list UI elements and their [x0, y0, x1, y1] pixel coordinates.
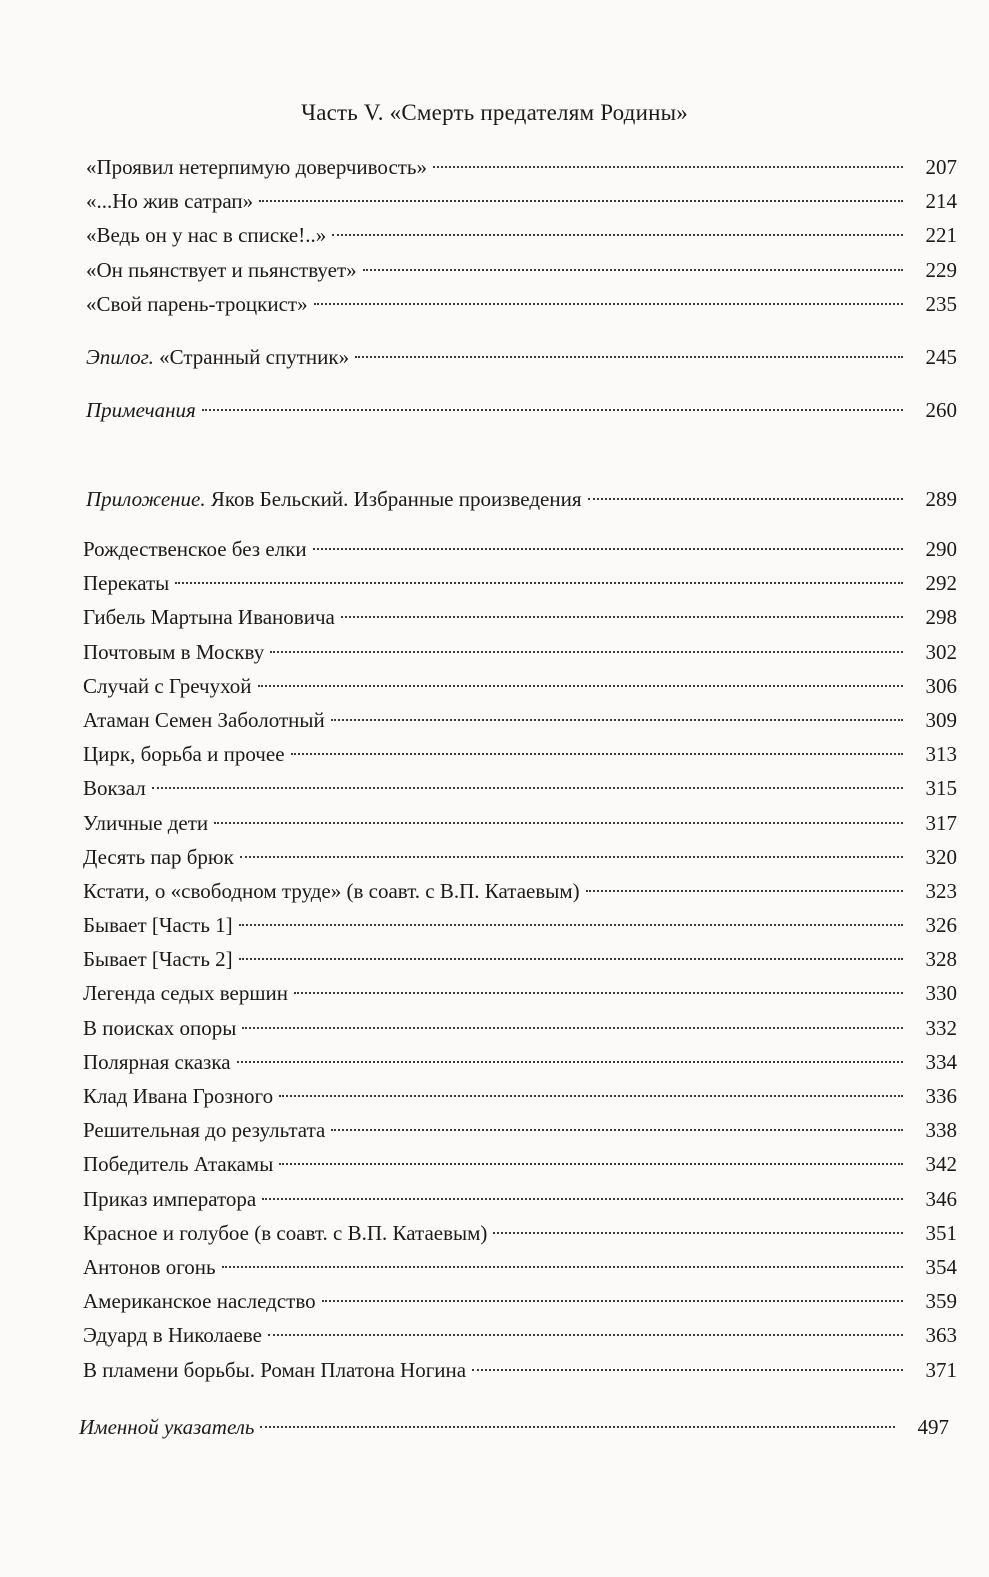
toc-entry[interactable]	[86, 184, 957, 218]
toc-entry[interactable]	[83, 1353, 957, 1387]
entry-page: 306	[925, 673, 957, 698]
entry-title: Решительная до результата	[83, 1118, 326, 1143]
leader-dots	[175, 581, 903, 584]
entry-page: 302	[925, 639, 957, 664]
entry-title: Красное и голубое (в соавт. с В.П. Катаевым)	[83, 1220, 488, 1245]
entry-title: «Ведь он у нас в списке!..»	[86, 223, 327, 248]
entry-title: Десять пар брюк	[83, 844, 234, 869]
leader-dots	[363, 268, 903, 271]
entry-page: 309	[925, 707, 957, 732]
toc-entry[interactable]	[83, 737, 957, 771]
toc-entry[interactable]	[83, 1284, 957, 1318]
toc-entry[interactable]	[86, 150, 957, 184]
leader-dots	[202, 408, 903, 411]
toc-entry[interactable]	[83, 1011, 957, 1045]
leader-dots	[214, 821, 903, 824]
epilogue-label: Эпилог.	[86, 345, 154, 369]
entry-title: «Свой парень-троцкист»	[86, 291, 308, 316]
toc-entry[interactable]	[83, 669, 957, 703]
toc-entry[interactable]	[83, 600, 957, 634]
entry-page: 214	[925, 189, 957, 214]
leader-dots	[268, 1333, 903, 1336]
toc-entry-epilogue[interactable]	[86, 340, 957, 374]
entry-page: 229	[925, 257, 957, 282]
leader-dots	[322, 1299, 903, 1302]
entry-title: Цирк, борьба и прочее	[83, 742, 285, 767]
leader-dots	[262, 1197, 903, 1200]
entry-title	[86, 482, 582, 516]
entry-page: 313	[925, 742, 957, 767]
entry-page: 354	[925, 1254, 957, 1279]
toc-entry[interactable]	[86, 287, 957, 321]
entry-title: Случай с Гречухой	[83, 673, 252, 698]
leader-dots	[237, 1060, 903, 1063]
leader-dots	[586, 889, 903, 892]
leader-dots	[493, 1231, 903, 1234]
leader-dots	[331, 1128, 903, 1131]
entry-page: 328	[925, 947, 957, 972]
entry-title: В поисках опоры	[83, 1015, 237, 1040]
leader-dots	[239, 957, 903, 960]
entry-page: 334	[925, 1049, 957, 1074]
leader-dots	[239, 923, 903, 926]
leader-dots	[355, 355, 903, 358]
entry-page: 363	[925, 1323, 957, 1348]
notes-label: Примечания	[86, 398, 196, 422]
entry-title: Почтовым в Москву	[83, 639, 265, 664]
entry-title: Бывает [Часть 2]	[83, 947, 233, 972]
toc-entry[interactable]	[86, 218, 957, 252]
toc-entry[interactable]	[83, 908, 957, 942]
leader-dots	[279, 1162, 903, 1165]
entry-page: 315	[925, 776, 957, 801]
leader-dots	[291, 752, 903, 755]
entry-title: «...Но жив сатрап»	[86, 189, 254, 214]
leader-dots	[258, 684, 903, 687]
entry-page: 497	[917, 1415, 949, 1439]
toc-entry[interactable]	[83, 1147, 957, 1181]
entry-title: «Проявил нетерпимую доверчивость»	[86, 155, 428, 179]
entry-page: 359	[925, 1289, 957, 1314]
toc-entry[interactable]	[86, 253, 957, 287]
notes-block	[86, 393, 957, 427]
toc-entry[interactable]	[83, 1182, 957, 1216]
leader-dots	[259, 199, 903, 202]
leader-dots	[152, 786, 903, 789]
leader-dots	[313, 547, 903, 550]
toc-entry-appendix[interactable]	[86, 482, 957, 516]
entry-page: 336	[925, 1084, 957, 1108]
entry-page: 298	[925, 605, 957, 630]
entry-page: 221	[925, 223, 957, 248]
index-block	[79, 1410, 949, 1444]
entry-page: 351	[925, 1220, 957, 1245]
entry-page: 332	[925, 1015, 957, 1040]
toc-entry[interactable]	[83, 703, 957, 737]
entry-page: 245	[925, 345, 957, 369]
toc-entry[interactable]	[83, 1318, 957, 1352]
entry-title: Вокзал	[83, 776, 146, 801]
toc-entry-notes[interactable]	[86, 393, 957, 427]
toc-entry[interactable]	[83, 1216, 957, 1250]
leader-dots	[588, 497, 904, 500]
entry-page: 371	[925, 1357, 957, 1382]
appendix-entries	[83, 532, 957, 1387]
leader-dots	[294, 991, 903, 994]
appendix-title: Яков Бельский. Избранные произведения	[210, 487, 582, 511]
toc-entry[interactable]	[83, 566, 957, 600]
entry-page: 346	[925, 1186, 957, 1211]
leader-dots	[472, 1368, 903, 1371]
entry-title: Атаман Семен Заболотный	[83, 707, 325, 732]
entry-title: Приказ императора	[83, 1186, 257, 1211]
entry-title: Бывает [Часть 1]	[83, 913, 233, 938]
part5-entries	[86, 150, 957, 321]
entry-title: Клад Ивана Грозного	[83, 1084, 274, 1108]
epilogue-title: «Странный спутник»	[159, 345, 350, 369]
entry-title: Кстати, о «свободном труде» (в соавт. с В.П. Катаевым)	[83, 878, 580, 903]
toc-entry[interactable]	[83, 1045, 957, 1079]
entry-title: Американское наследство	[83, 1289, 316, 1314]
entry-title: Уличные дети	[83, 810, 209, 835]
toc-entry[interactable]	[83, 840, 957, 874]
leader-dots	[270, 650, 903, 653]
entry-title	[86, 340, 349, 374]
entry-title: Эдуард в Николаеве	[83, 1323, 262, 1348]
leader-dots	[314, 302, 903, 305]
toc-entry[interactable]	[83, 1079, 957, 1113]
entry-title: «Он пьянствует и пьянствует»	[86, 257, 357, 282]
entry-title: Победитель Атакамы	[83, 1152, 274, 1177]
part-heading: Часть V. «Смерть предателям Родины»	[301, 100, 688, 125]
entry-title: Антонов огонь	[83, 1254, 216, 1279]
leader-dots	[331, 718, 903, 721]
leader-dots	[341, 615, 903, 618]
toc-entry[interactable]	[83, 874, 957, 908]
leader-dots	[260, 1425, 895, 1428]
entry-page: 292	[925, 571, 957, 596]
toc-entry[interactable]	[83, 532, 957, 566]
toc-entry-index[interactable]	[79, 1410, 949, 1444]
toc-entry[interactable]	[83, 1250, 957, 1284]
entry-page: 260	[925, 398, 957, 422]
entry-page: 330	[925, 981, 957, 1006]
appendix-block	[86, 482, 957, 516]
toc-entry[interactable]	[83, 976, 957, 1010]
leader-dots	[242, 1026, 903, 1029]
entry-page: 235	[925, 291, 957, 316]
appendix-label: Приложение.	[86, 487, 206, 511]
leader-dots	[222, 1265, 903, 1268]
entry-title: Легенда седых вершин	[83, 981, 288, 1006]
entry-title: Перекаты	[83, 571, 170, 596]
toc-entry[interactable]	[83, 635, 957, 669]
entry-page: 289	[925, 487, 957, 511]
entry-page: 320	[925, 844, 957, 869]
entry-title: Рождественское без елки	[83, 537, 307, 561]
entry-title: Гибель Мартына Ивановича	[83, 605, 335, 630]
entry-page: 342	[925, 1152, 957, 1177]
leader-dots	[332, 233, 903, 236]
entry-page: 323	[925, 878, 957, 903]
entry-title: Полярная сказка	[83, 1049, 231, 1074]
leader-dots	[433, 165, 903, 168]
entry-page: 338	[925, 1118, 957, 1143]
epilogue-block	[86, 340, 957, 374]
entry-title: В пламени борьбы. Роман Платона Ногина	[83, 1357, 467, 1382]
entry-page: 290	[925, 537, 957, 561]
entry-page: 317	[925, 810, 957, 835]
toc-entry[interactable]	[83, 771, 957, 805]
toc-entry[interactable]	[83, 806, 957, 840]
leader-dots	[279, 1094, 903, 1097]
entry-page: 326	[925, 913, 957, 938]
leader-dots	[240, 855, 903, 858]
toc-entry[interactable]	[83, 942, 957, 976]
toc-entry[interactable]	[83, 1113, 957, 1147]
entry-page: 207	[925, 155, 957, 179]
index-label: Именной указатель	[79, 1415, 255, 1439]
